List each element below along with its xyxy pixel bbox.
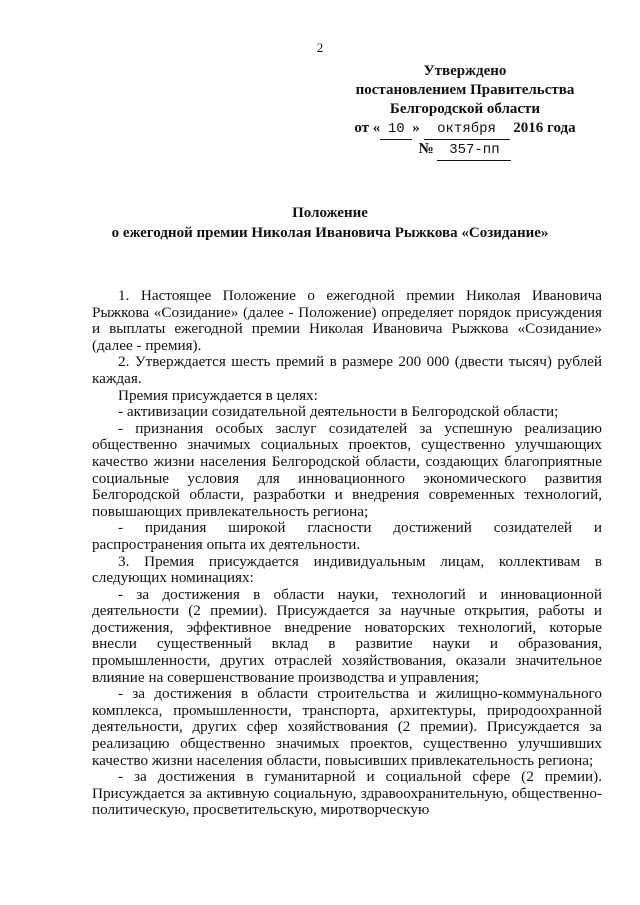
title-line-1: Положение — [292, 205, 368, 221]
date-mid: » — [412, 120, 420, 136]
approval-line-approved: Утверждено — [423, 63, 507, 79]
date-prefix: от « — [354, 120, 381, 136]
date-month: октября — [424, 120, 510, 140]
document-title — [60, 203, 600, 243]
approval-stamp — [330, 62, 600, 161]
date-day: 10 — [380, 120, 412, 140]
paragraph-3: Премия присуждается в целях: — [118, 386, 318, 404]
approval-line-resolution: постановлением Правительства — [355, 82, 575, 98]
paragraph-1: 1. Настоящее Положение о ежегодной премии Николая Ивановича Рыжкова «Созидание» (далее - Положение) определяет порядок присуждения и выплаты ежегодной премии Николая Ивановича Рыжкова «Созидание» (далее - премия). — [92, 287, 602, 354]
paragraph-9: - за достижения в области строительства и жилищно-коммунального комплекса, промышленности, транспорта, архитектуры, природоохранной деятельности, других сфер хозяйствования (2 премии). Присуждается за реализацию общественно значимых проектов, существенно улучшивших качество жизни населения области, повысивших привлекательность региона; — [92, 685, 602, 769]
paragraph-5: - признания особых заслуг созидателей за успешную реализацию общественно значимых социальных проектов, существенно улучшающих качество жизни населения Белгородской области, создающих благоприятные социальные условия для инновационного экономического развития Белгородской области, разработки и внедрения современных технологий, повышающих привлекательность региона; — [92, 419, 602, 520]
date-year: 2016 года — [513, 120, 576, 136]
paragraph-6: - придания широкой гласности достижений созидателей и распространения опыта их деятельности. — [92, 519, 602, 553]
approval-number — [330, 140, 600, 161]
paragraph-2: 2. Утверждается шесть премий в размере 200 000 (двести тысяч) рублей каждая. — [92, 353, 602, 387]
paragraph-8: - за достижения в области науки, технологий и инновационной деятельности (2 премии). Присуждается за научные открытия, работы и достижения, эффективное внедрение новаторских технологий, которые внесли существенный вклад в развитие науки и образования, промышленности, других отраслей хозяйствования, оказали значительное влияние на совершенствование производства и управления; — [92, 585, 602, 686]
paragraph-7: 3. Премия присуждается индивидуальным лицам, коллективам в следующих номинациях: — [92, 552, 602, 587]
title-line-2: о ежегодной премии Николая Ивановича Рыжкова «Созидание» — [111, 225, 549, 241]
paragraph-10: - за достижения в гуманитарной и социальной сфере (2 премии). Присуждается за активную социальную, здравоохранительную, общественно-политическую, просветительскую, миротворческую — [92, 768, 602, 819]
number-value: 357-пп — [437, 141, 511, 161]
approval-date — [330, 119, 600, 140]
page-number: 2 — [316, 40, 324, 55]
number-prefix: № — [418, 141, 434, 157]
document-body — [92, 288, 602, 819]
paragraph-4: - активизации созидательной деятельности в Белгородской области; — [118, 403, 559, 421]
approval-line-region: Белгородской области — [389, 101, 541, 117]
